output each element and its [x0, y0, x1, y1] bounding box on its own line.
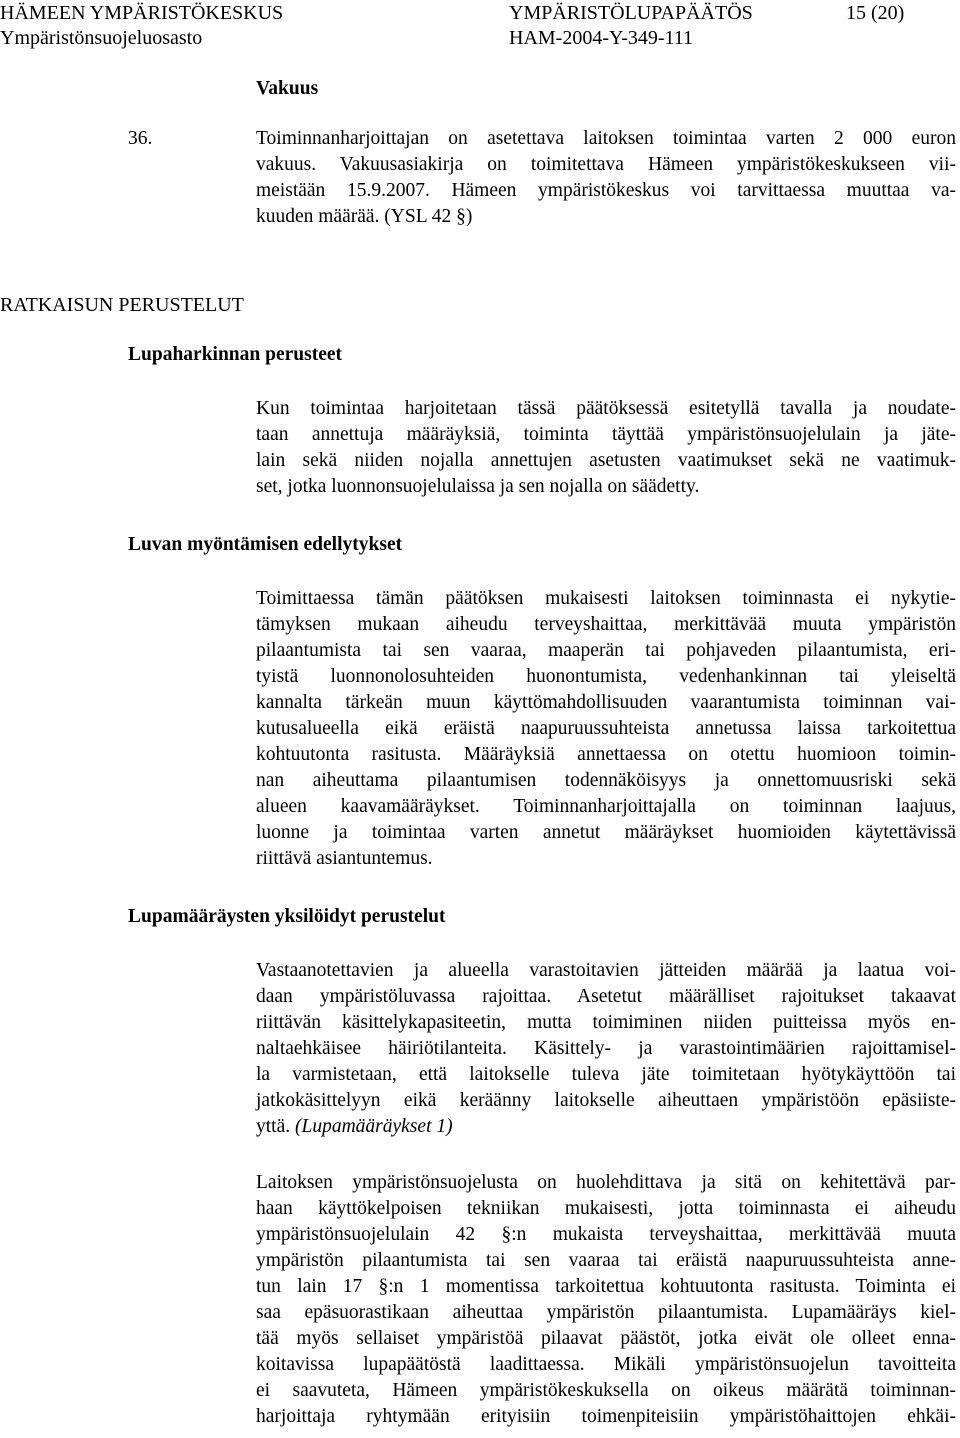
paragraph-line: daan ympäristöluvassa rajoittaa. Asetetut määrälliset rajoitukset takaavat [256, 986, 956, 1007]
subsection-heading-yksiloidyt-perustelut: Lupamääräysten yksilöidyt perustelut [128, 906, 446, 927]
header-doc-id: HAM-2004-Y-349-111 [509, 27, 694, 49]
subsection-heading-edellytykset: Luvan myöntämisen edellytykset [128, 534, 403, 555]
paragraph-line: ympäristönsuojelulain 42 §:n mukaista terveyshaittaa, merkittävää muuta [256, 1224, 956, 1245]
subsection-heading-lupaharkinta: Lupaharkinnan perusteet [128, 344, 343, 365]
vakuus-number: 36. [128, 128, 153, 149]
paragraph-line: taan annettuja määräyksiä, toiminta täyttää ympäristönsuojelulain ja jäte- [256, 424, 956, 445]
paragraph-line: jatkokäsittelyyn eikä keräänny laitokselle aiheuttaen ympäristöön epäsiiste- [256, 1090, 956, 1111]
section-main-heading: RATKAISUN PERUSTELUT [0, 294, 244, 316]
paragraph-line: kutusalueella eikä eräistä naapuruussuhteista annetussa laissa tarkoitettua [256, 718, 956, 739]
header-page-number: 15 (20) [846, 2, 905, 24]
paragraph-line: Vastaanotettavien ja alueella varastoitavien jätteiden määrää ja laatua voi- [256, 960, 956, 981]
edellytykset-paragraph [256, 587, 956, 877]
yksiloidyt-paragraph-1 [256, 959, 956, 1145]
paragraph-line: Laitoksen ympäristönsuojelusta on huolehdittava ja sitä on kehitettävä par- [256, 1172, 956, 1193]
paragraph-line-text: yttä. [256, 1116, 291, 1137]
paragraph-line: alueen kaavamääräykset. Toiminnanharjoittajalla on toiminnan laajuus, [256, 796, 956, 817]
paragraph-line: koitavissa lupapäätöstä laadittaessa. Mikäli ympäristönsuojelun tavoitteita [256, 1354, 956, 1375]
paragraph-line: naltaehkäisee häiriötilanteita. Käsittely- ja varastointimäärien rajoittamisel- [256, 1038, 956, 1059]
paragraph-line: tämyksen mukaan aiheudu terveyshaittaa, merkittävää muuta ympäristön [256, 614, 956, 635]
vakuus-paragraph [256, 127, 956, 237]
paragraph-line: kohtuutonta rasitusta. Määräyksiä annettaessa on otettu huomioon toimin- [256, 744, 956, 765]
paragraph-line: ympäristön pilaantumista tai sen vaaraa tai eräistä naapuruussuhteista anne- [256, 1250, 956, 1271]
vakuus-line: kuuden määrää. (YSL 42 §) [256, 206, 473, 227]
paragraph-line: luonne ja toimintaa varten annetut määräykset huomioiden käytettävissä [256, 822, 956, 843]
paragraph-line: tun lain 17 §:n 1 momentissa tarkoitettua kohtuutonta rasitusta. Toiminta ei [256, 1276, 956, 1297]
paragraph-line: lain sekä niiden nojalla annettujen asetusten vaatimukset sekä ne vaatimuk- [256, 450, 956, 471]
paragraph-line: riittävä asiantuntemus. [256, 848, 433, 869]
header-unit: Ympäristönsuojeluosasto [0, 27, 203, 49]
lupamaaraykset-reference: (Lupamääräykset 1) [295, 1116, 453, 1137]
paragraph-line: pilaantumista tai sen vaaraa, maaperän tai pohjaveden pilaantumista, eri- [256, 640, 956, 661]
vakuus-line: meistään 15.9.2007. Hämeen ympäristökeskus voi tarvittaessa muuttaa va- [256, 180, 956, 201]
paragraph-line: tää myös sellaiset ympäristöä pilaavat päästöt, jotka eivät ole olleet enna- [256, 1328, 956, 1349]
paragraph-line: kannalta tärkeän muun käyttömahdollisuuden vaarantumista toiminnan vai- [256, 692, 956, 713]
vakuus-line: Toiminnanharjoittajan on asetettava laitoksen toimintaa varten 2 000 euron [256, 128, 956, 149]
paragraph-line: la varmistetaan, että laitokselle tuleva jäte toimitetaan hyötykäyttöön tai [256, 1064, 956, 1085]
paragraph-line: haan käyttökelpoisen tekniikan mukaisesti, jotta toiminnasta ei aiheudu [256, 1198, 956, 1219]
paragraph-line: riittävän käsittelykapasiteetin, mutta toimiminen niiden puitteissa myös en- [256, 1012, 956, 1033]
header-doc-type: YMPÄRISTÖLUPAPÄÄTÖS [509, 2, 753, 24]
paragraph-line: nan aiheuttama pilaantumisen todennäköisyys ja onnettomuusriski sekä [256, 770, 956, 791]
paragraph-line: set, jotka luonnonsuojelulaissa ja sen nojalla on säädetty. [256, 476, 700, 497]
lupaharkinta-paragraph [256, 397, 956, 507]
yksiloidyt-paragraph-2 [256, 1171, 956, 1435]
paragraph-line: Kun toimintaa harjoitetaan tässä päätöksessä esitetyllä tavalla ja noudate- [256, 398, 956, 419]
paragraph-line: ei saavuteta, Hämeen ympäristökeskuksella on oikeus määrätä toiminnan- [256, 1380, 956, 1401]
vakuus-heading: Vakuus [256, 78, 319, 99]
paragraph-line: saa epäsuorastikaan aiheuttaa ympäristön pilaantumista. Lupamääräys kiel- [256, 1302, 956, 1323]
header-org: HÄMEEN YMPÄRISTÖKESKUS [0, 2, 284, 24]
paragraph-line: tyistä luonnonolosuhteiden huonontumista, vedenhankinnan tai yleiseltä [256, 666, 956, 687]
paragraph-line: harjoittaja ryhtymään erityisiin toimenpiteisiin ympäristöhaittojen ehkäi- [256, 1406, 956, 1427]
paragraph-line [256, 1115, 956, 1139]
paragraph-line: Toimittaessa tämän päätöksen mukaisesti laitoksen toiminnasta ei nykytie- [256, 588, 956, 609]
vakuus-line: vakuus. Vakuusasiakirja on toimitettava Hämeen ympäristökeskukseen vii- [256, 154, 956, 175]
